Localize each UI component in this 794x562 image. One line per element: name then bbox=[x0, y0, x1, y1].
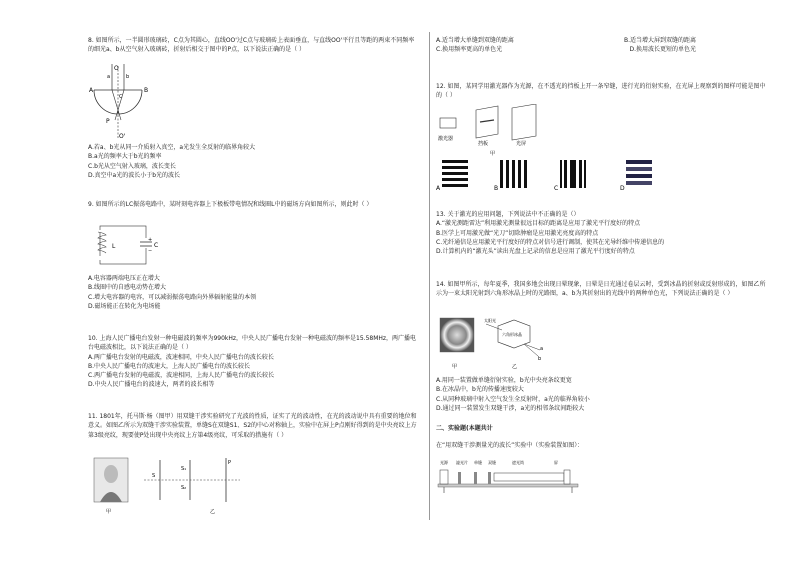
question-8-stem: 8. 如图所示，一半圆形玻璃砖，C点为其圆心，直线OO'过C点与玻璃砖上表面垂直，与直线OO'平行且等距的两束不同频率的细光a、b从空气射入玻璃砖，折射后相交于图中的P点，以下说法正确的是（ ） bbox=[88, 37, 415, 54]
q11-label-S2: S₂ bbox=[181, 485, 187, 491]
question-14 bbox=[436, 280, 766, 299]
question-12 bbox=[436, 82, 766, 101]
question-14-options bbox=[436, 376, 766, 413]
q8-label-A: A bbox=[89, 87, 94, 94]
q15-label-single: 单缝 bbox=[474, 460, 482, 465]
q11-label-S: S bbox=[152, 473, 156, 479]
q14-label-yi: 乙 bbox=[512, 364, 518, 370]
question-13-stem: 13. 关于激光的应用问题，下列说法中不正确的是（） bbox=[436, 211, 580, 218]
q15-label-source: 光源 bbox=[440, 460, 448, 465]
q9-option-b: B.线圈中的自感电动势在增大 bbox=[88, 284, 167, 292]
q8-option-c: C.b光从空气射入玻璃，波长变长 bbox=[88, 162, 176, 170]
q12-label-jia: 甲 bbox=[490, 151, 496, 157]
q13-option-d: D.计算机内的“激光头”读出光盘上记录的信息是应用了激光平行度好的特点 bbox=[436, 248, 635, 256]
q15-label-double: 双缝 bbox=[488, 460, 496, 465]
q13-option-c: C.光纤通信是应用激光平行度好的特点对信号进行调制，使其在光导纤维中传递信息的 bbox=[436, 238, 665, 246]
q9-lc-circuit-diagram bbox=[90, 222, 160, 270]
q8-label-C: C bbox=[119, 94, 123, 100]
q9-option-a: A.电容器两端电压正在增大 bbox=[88, 275, 160, 282]
question-15-stem: 在“用双缝干涉测量光的波长”实验中（实验装置如图）： bbox=[436, 442, 584, 450]
q13-option-a: A.“激光测距雷达”利用激光测量很远目标的距离是应用了激光平行度好的特点 bbox=[436, 220, 641, 228]
q11-label-S1: S₁ bbox=[181, 466, 187, 472]
q12-setup-diagram bbox=[436, 104, 556, 158]
q12-pattern-a[interactable] bbox=[436, 160, 468, 192]
q13-option-b: B.医学上可用激光做“光刀”切除肿瘤是应用激光亮度高的特点 bbox=[436, 229, 599, 237]
q11-option-c: C.换用频率更高的单色光 bbox=[436, 46, 503, 54]
question-9 bbox=[88, 200, 418, 209]
q10-option-c: C.两广播电台发射的电磁波，波速相同，上海人民广播电台的波长较长 bbox=[88, 372, 275, 380]
q11-double-slit-diagram bbox=[140, 456, 250, 516]
q8-option-a: A.若a、b光从同一介质射入真空，a光发生全反射的临界角较大 bbox=[88, 144, 256, 151]
q14-label-a: a bbox=[540, 346, 544, 352]
question-10 bbox=[88, 334, 418, 390]
q15-apparatus-diagram bbox=[436, 458, 586, 498]
q15-label-screen: 屏 bbox=[554, 460, 558, 465]
q9-label-L: L bbox=[112, 243, 116, 250]
question-10-stem: 10. 上海人民广播电台发射一种电磁波的频率为990kHz，中央人民广播电台发射一种电磁波的频率是15.58MHz，两广播电台电磁波相比，以下说法正确的是（ ） bbox=[88, 335, 417, 352]
q14-option-d: D.通过同一装置发生双缝干涉，a光的相邻条纹间距较大 bbox=[436, 404, 585, 412]
q10-option-d: D.中央人民广播电台的波速大，两者的波长相等 bbox=[88, 381, 215, 389]
q11-label-yi: 乙 bbox=[210, 509, 216, 515]
q11-portrait-young bbox=[90, 456, 132, 516]
q15-label-tube: 遮光筒 bbox=[512, 460, 524, 465]
q8-option-b: B.a光的频率大于b光的频率 bbox=[88, 153, 162, 161]
q8-label-P: P bbox=[106, 118, 110, 125]
q12-pattern-c[interactable] bbox=[554, 160, 586, 192]
q14-figures bbox=[436, 316, 556, 372]
q8-label-b: b bbox=[126, 74, 130, 80]
question-11 bbox=[88, 412, 418, 440]
question-14-stem: 14. 如图甲所示，每年夏季，我国多地会出现日晕现象，日晕是日光通过卷层云时，受到冰晶的折射或反射形成的，如图乙所示为一束太阳光射到六角形冰晶上时的光路图，a、b为其折射出的光线中的两种单色光，下列说法正确的是（ ） bbox=[436, 281, 766, 298]
q10-option-a: A.两广播电台发射的电磁波，波速相同，中央人民广播电台的波长较长 bbox=[88, 353, 274, 361]
q8-label-a: a bbox=[107, 74, 111, 80]
q12-label-D: D bbox=[620, 185, 625, 192]
q8-semicircle-diagram bbox=[88, 62, 178, 140]
q8-option-d: D.真空中a光的波长小于b光的波长 bbox=[88, 171, 181, 179]
q12-label-screen: 光屏 bbox=[516, 141, 527, 147]
q11-label-jia: 甲 bbox=[106, 509, 112, 515]
question-8-options bbox=[88, 143, 418, 180]
question-13 bbox=[436, 210, 766, 256]
q9-label-C: C bbox=[154, 242, 159, 249]
q14-option-b: B.在冰晶中，b光的传播速度较大 bbox=[436, 386, 524, 394]
question-9-options bbox=[88, 274, 418, 311]
q9-option-c: C.增大电容器的电容，可以减弱振荡电路向外界辐射能量的本领 bbox=[88, 293, 257, 301]
q15-label-filter: 滤光片 bbox=[456, 460, 468, 465]
q8-label-B: B bbox=[144, 87, 149, 94]
q11-option-d: D.换用波长更短的单色光 bbox=[629, 46, 696, 54]
q12-label-B: B bbox=[494, 185, 499, 192]
q8-label-O-prime: O' bbox=[119, 133, 126, 140]
column-divider bbox=[429, 32, 430, 520]
q14-label-crystal: 六角形冰晶 bbox=[502, 332, 522, 337]
q14-label-b: b bbox=[538, 356, 542, 362]
section-2-title: 二、实验题(本题共计 bbox=[436, 425, 493, 432]
svg-text:−: − bbox=[148, 248, 153, 254]
svg-text:+: + bbox=[148, 237, 153, 243]
question-8 bbox=[88, 36, 418, 55]
q10-option-b: B.中央人民广播电台的波速大，上海人民广播电台的波长较长 bbox=[88, 362, 251, 370]
q9-option-d: D.磁场能正在转化为电场能 bbox=[88, 302, 161, 310]
q8-label-O: O bbox=[114, 65, 119, 72]
question-11-options bbox=[436, 36, 766, 55]
section-experiment bbox=[436, 424, 766, 451]
q12-pattern-d[interactable] bbox=[620, 160, 652, 192]
q14-label-jia: 甲 bbox=[452, 364, 458, 370]
q12-label-slit: 挡板 bbox=[478, 141, 489, 147]
q12-label-C: C bbox=[554, 185, 559, 192]
q12-label-laser: 激光器 bbox=[438, 136, 454, 142]
q14-option-a: A.用同一装置做单缝衍射实验，b光中央亮条纹更宽 bbox=[436, 377, 572, 384]
q12-label-A: A bbox=[436, 185, 441, 192]
q12-pattern-options bbox=[436, 158, 656, 196]
q14-label-sun: 太阳光 bbox=[484, 318, 496, 323]
q11-option-b: B.适当增大屏到双缝的距离 bbox=[623, 37, 696, 44]
question-11-stem: 11. 1801年，托马斯·杨（图甲）用双缝干涉实验研究了光波的性质，证实了光的波动性，在光的波动说中具有重要的地位和意义。如图乙所示为双缝干涉实验装置，单缝S在双缝S1、S2的中心对称轴上，实验中在屏上P点刚好得到的是中央亮纹上方第3级亮纹，现要使P处出现中央亮纹上方第4级亮纹，可采取的措施有（ ） bbox=[88, 413, 417, 439]
question-12-stem: 12. 如图，某同学用激光器作为光源，在不透光的挡板上开一条窄缝，进行光的衍射实验，在光屏上观察到的图样可能是图中的（ ） bbox=[436, 83, 766, 100]
question-9-stem: 9. 如图所示的LC振荡电路中，某时刻电容器上下极板带电情况和线圈L中的磁场方向如图所示，则此时（ ） bbox=[88, 201, 373, 208]
q14-halo-photo bbox=[440, 318, 474, 352]
q12-pattern-b[interactable] bbox=[494, 160, 527, 192]
q11-label-P: P bbox=[228, 460, 232, 466]
q11-option-a: A.适当增大单缝到双缝的距离 bbox=[436, 37, 514, 44]
q14-option-c: C.从同种玻璃中射入空气发生全反射时，a光的临界角较小 bbox=[436, 395, 590, 403]
